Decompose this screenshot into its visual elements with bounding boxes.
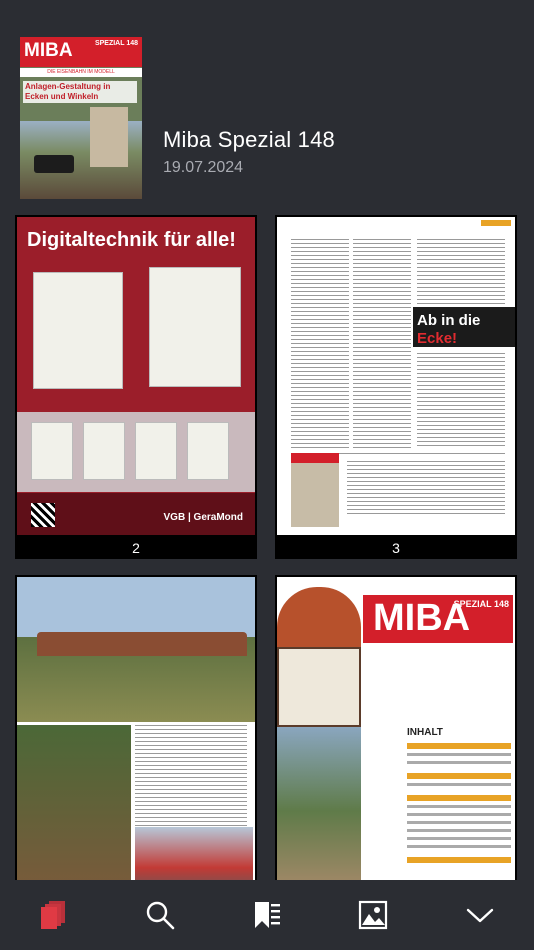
section-tag bbox=[481, 220, 511, 226]
issue-date: 19.07.2024 bbox=[163, 159, 244, 176]
toc-line bbox=[407, 813, 511, 816]
magazine-thumbnail bbox=[291, 453, 339, 527]
collapse-button[interactable] bbox=[460, 895, 500, 935]
book-cover bbox=[187, 422, 229, 480]
text-column bbox=[417, 239, 505, 305]
page-thumbnail-5[interactable] bbox=[275, 575, 517, 880]
publisher-logo: VGB | GeraMond bbox=[163, 512, 243, 523]
toc-section-bar bbox=[407, 857, 511, 863]
page-heading bbox=[417, 312, 480, 348]
cover-house bbox=[90, 107, 128, 167]
page-preview bbox=[17, 217, 255, 535]
text-column bbox=[353, 239, 411, 449]
issue-cover-thumbnail[interactable] bbox=[20, 37, 142, 199]
toc-line bbox=[407, 753, 511, 756]
cover-logo: MIBA bbox=[24, 40, 73, 61]
photo-half-timber bbox=[277, 647, 361, 727]
text-column bbox=[347, 461, 505, 517]
heading-line-2: Ecke! bbox=[417, 330, 458, 347]
photo-roof bbox=[277, 587, 361, 647]
image-gallery-button[interactable] bbox=[353, 895, 393, 935]
page-preview bbox=[17, 577, 255, 880]
page-number: 3 bbox=[392, 540, 400, 556]
issue-title: Miba Spezial 148 bbox=[163, 127, 335, 152]
photo-bridge bbox=[37, 632, 247, 656]
search-icon bbox=[145, 900, 175, 930]
photo-railway bbox=[277, 727, 361, 880]
book-cover bbox=[31, 422, 73, 480]
toc-line bbox=[407, 845, 511, 848]
text-column bbox=[417, 353, 505, 449]
cover-badge: SPEZIAL 148 bbox=[94, 40, 138, 47]
cover-subline: DIE EISENBAHN IM MODELL bbox=[20, 68, 142, 77]
photo-train bbox=[135, 827, 253, 880]
page-heading: Digitaltechnik für alle! bbox=[27, 229, 236, 251]
page-thumbnail-4[interactable] bbox=[15, 575, 257, 880]
page-preview bbox=[277, 577, 515, 880]
page-thumbnail-3[interactable] bbox=[275, 215, 517, 559]
bookmarks-button[interactable] bbox=[247, 895, 287, 935]
pages-button[interactable] bbox=[34, 895, 74, 935]
book-cover bbox=[83, 422, 125, 480]
issue-header bbox=[0, 0, 534, 215]
toc-line bbox=[407, 805, 511, 808]
book-cover bbox=[149, 267, 241, 387]
pages-icon bbox=[39, 899, 69, 931]
book-cover bbox=[33, 272, 123, 389]
chevron-down-icon bbox=[465, 905, 495, 925]
bottom-toolbar bbox=[0, 880, 534, 950]
heading-line-1: Ab in die bbox=[417, 312, 481, 329]
magazine-badge: SPEZIAL 148 bbox=[453, 599, 509, 609]
toc-section-bar bbox=[407, 773, 511, 779]
toc-section-bar bbox=[407, 795, 511, 801]
toc-title: INHALT bbox=[407, 727, 443, 738]
qr-code bbox=[31, 503, 55, 527]
magazine-logo: MIBA bbox=[373, 597, 471, 639]
page-preview bbox=[277, 217, 515, 535]
toc-line bbox=[407, 821, 511, 824]
bookmarks-icon bbox=[251, 900, 283, 930]
cover-headline: Anlagen-Gestaltung in Ecken und Winkeln bbox=[23, 81, 137, 103]
toc-line bbox=[407, 783, 511, 786]
text-column bbox=[291, 239, 349, 449]
toc-line bbox=[407, 829, 511, 832]
photo-forest bbox=[17, 725, 131, 880]
page-number: 2 bbox=[132, 540, 140, 556]
page-thumbnail-2[interactable] bbox=[15, 215, 257, 559]
toc-section-bar bbox=[407, 743, 511, 749]
image-icon bbox=[358, 900, 388, 930]
search-button[interactable] bbox=[140, 895, 180, 935]
cover-locomotive bbox=[34, 155, 74, 173]
toc-line bbox=[407, 837, 511, 840]
book-cover bbox=[135, 422, 177, 480]
toc-line bbox=[407, 761, 511, 764]
